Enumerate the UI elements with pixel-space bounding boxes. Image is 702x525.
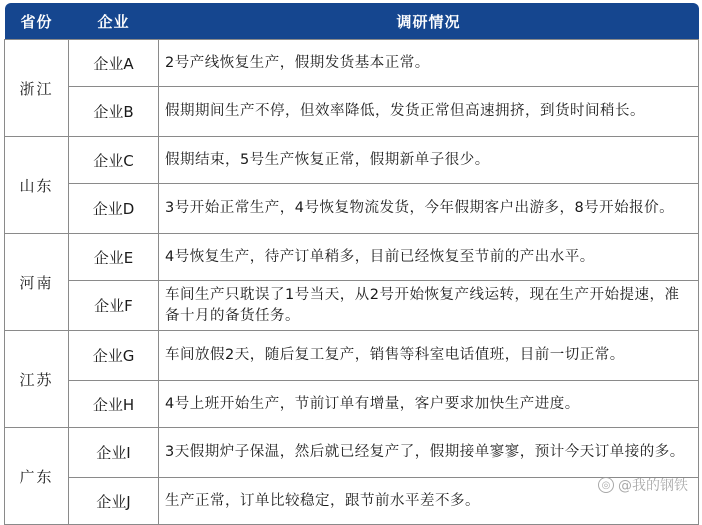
header-province: 省份 [5,3,69,40]
province-cell: 河南 [5,234,69,331]
survey-cell: 3号开始正常生产，4号恢复物流发货，今年假期客户出游多，8号开始报价。 [159,184,699,234]
company-cell: 企业B [69,87,159,137]
company-cell: 企业C [69,137,159,184]
header-survey: 调研情况 [159,3,699,40]
company-cell: 企业F [69,281,159,331]
survey-table [4,3,698,525]
province-cell: 山东 [5,137,69,234]
survey-cell: 生产正常，订单比较稳定，跟节前水平差不多。 [159,478,699,525]
survey-cell: 假期期间生产不停，但效率降低，发货正常但高速拥挤，到货时间稍长。 [159,87,699,137]
company-cell: 企业I [69,428,159,478]
header-row [5,3,699,40]
province-cell: 广东 [5,428,69,525]
company-cell: 企业E [69,234,159,281]
table-row [5,428,699,478]
survey-cell: 4号恢复生产，待产订单稍多，目前已经恢复至节前的产出水平。 [159,234,699,281]
table-row [5,381,699,428]
survey-cell: 车间生产只耽误了1号当天，从2号开始恢复产线运转，现在生产开始提速，准备十月的备货任务。 [159,281,699,331]
company-cell: 企业H [69,381,159,428]
watermark [598,475,688,495]
watermark-text: @我的钢铁 [618,478,688,494]
province-cell: 浙江 [5,40,69,137]
survey-table-grid [4,3,699,525]
survey-cell: 3天假期炉子保温，然后就已经复产了，假期接单寥寥，预计今天订单接的多。 [159,428,699,478]
survey-cell: 4号上班开始生产，节前订单有增量，客户要求加快生产进度。 [159,381,699,428]
watermark-logo-icon: ◎ [598,477,614,493]
table-row [5,87,699,137]
survey-cell: 假期结束，5号生产恢复正常，假期新单子很少。 [159,137,699,184]
table-row [5,40,699,87]
table-row [5,281,699,331]
company-cell: 企业D [69,184,159,234]
company-cell: 企业G [69,331,159,381]
survey-cell: 车间放假2天，随后复工复产，销售等科室电话值班，目前一切正常。 [159,331,699,381]
survey-cell: 2号产线恢复生产，假期发货基本正常。 [159,40,699,87]
company-cell: 企业J [69,478,159,525]
header-company: 企业 [69,3,159,40]
table-row [5,234,699,281]
table-row [5,478,699,525]
company-cell: 企业A [69,40,159,87]
table-row [5,137,699,184]
province-cell: 江苏 [5,331,69,428]
table-row [5,184,699,234]
table-row [5,331,699,381]
